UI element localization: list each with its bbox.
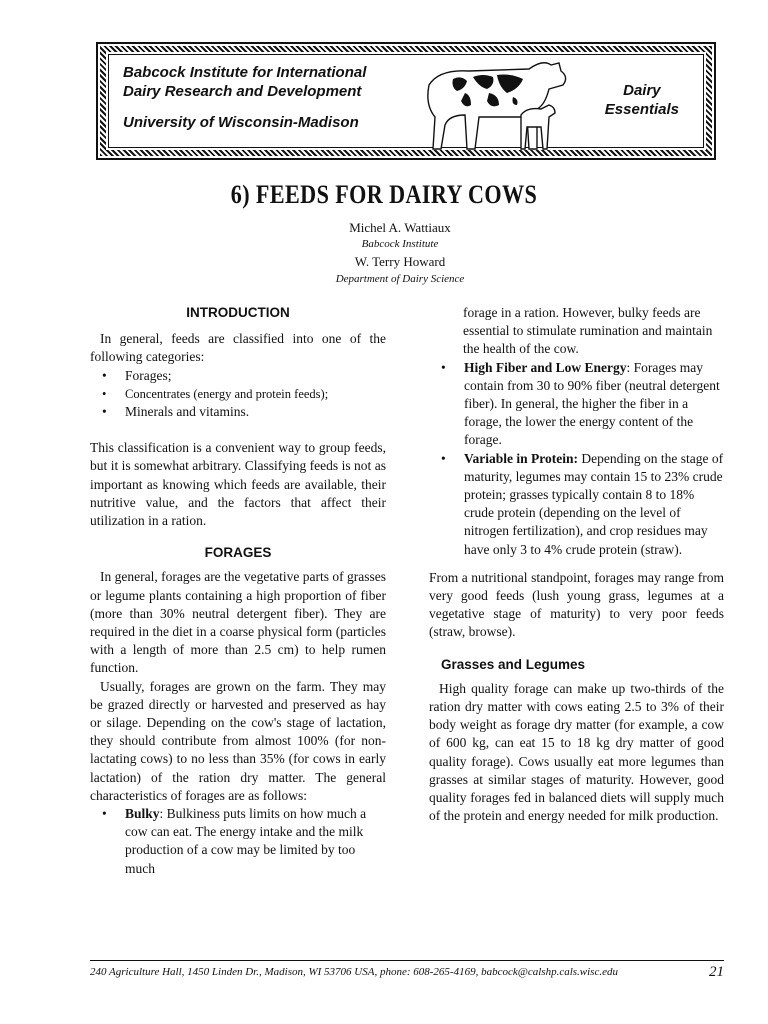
left-column xyxy=(90,304,386,878)
protein-text: Depending on the stage of maturity, legumes may contain 15 to 23% crude protein; grasses typically contain 8 to 18% crude protein (depending on the level of nitrogen fertilization), and crop residues may have only 3 to 4% crude protein (straw). xyxy=(464,450,724,557)
document-title: 6) FEEDS FOR DAIRY COWS xyxy=(230,180,538,209)
list-item-fiber xyxy=(429,359,724,450)
footer-address: 240 Agriculture Hall, 1450 Linden Dr., Madison, WI 53706 USA, phone: 608-265-4169, babcock@calshp.cals.wisc.edu xyxy=(90,966,618,978)
forages-paragraph-2: Usually, forages are grown on the farm. They may be grazed directly or harvested and preserved as hay or silage. Depending on the cow's stage of lactation, they should contribute from almost 100% (for non-lactating cows) to no less than 35% (for cows in early lactation) of the ration dry matter. The general characteristics of forages are as follows: xyxy=(90,678,386,803)
grasses-paragraph-1: High quality forage can make up two-thirds of the ration dry matter with cows eating 2.5 to 3% of their body weight as forage dry matter (for example, a cow of 600 kg, can eat 15 to 18 kg dry matter of good quality forage). Cows usually eat more legumes than grasses at similar stages of maturity. However, good quality forages fed in balanced diets will supply much of the protein and energy needed for milk production. xyxy=(429,680,724,824)
introduction-heading: INTRODUCTION xyxy=(186,305,290,320)
institute-name-line1: Babcock Institute for International xyxy=(123,64,367,81)
right-column xyxy=(429,304,724,825)
forage-characteristics-list-cont xyxy=(429,304,724,559)
author-name-1: Michel A. Wattiaux xyxy=(349,220,451,235)
forages-paragraph-1: In general, forages are the vegetative parts of grasses or legume plants containing a high proportion of fiber (more than 30% neutral detergent fiber). They are required in the diet in a coarse physical form (particles with a length of more than 2.5 cm) to help rumen function. xyxy=(90,569,386,676)
list-item-protein xyxy=(429,450,724,559)
bulky-label: Bulky xyxy=(125,806,160,822)
header-banner xyxy=(96,42,716,160)
footer-divider xyxy=(90,960,724,961)
grasses-legumes-heading: Grasses and Legumes xyxy=(441,656,586,672)
cows-world-map-logo xyxy=(409,55,579,151)
intro-paragraph-1: In general, feeds are classified into one of the following categories: xyxy=(90,331,386,365)
list-item: • Minerals and vitamins. xyxy=(90,403,386,421)
feed-categories-list xyxy=(90,367,386,422)
fiber-text: : Forages may contain from 30 to 90% fiber (neutral detergent fiber). In general, the higher the fiber in a forage, the lower the energy content of the forage. xyxy=(464,359,720,448)
author-affiliation-2: Department of Dairy Science xyxy=(335,273,465,285)
university-name: University of Wisconsin-Madison xyxy=(123,114,359,131)
page-number: 21 xyxy=(709,964,724,980)
intro-paragraph-2: This classification is a convenient way to group feeds, but it is somewhat arbitrary. Classifying feeds is not as important as knowing which feeds are available, their nutritive value, and the factors that affect their utilization in a ration. xyxy=(90,440,386,529)
author-name-2: W. Terry Howard xyxy=(354,254,446,269)
author-affiliation-1: Babcock Institute xyxy=(361,238,439,250)
bulky-text: : Bulkiness puts limits on how much a cow can eat. The energy intake and the milk production of a cow may be limited by too much xyxy=(125,806,367,876)
institute-name-line2: Dairy Research and Development xyxy=(123,83,362,100)
list-item: • Concentrates (energy and protein feeds); xyxy=(90,385,386,403)
series-label-line2: Essentials xyxy=(604,101,679,118)
bulky-continuation-text: forage in a ration. However, bulky feeds are essential to stimulate rumination and maintain the health of the cow. xyxy=(463,305,713,357)
forages-paragraph-3: From a nutritional standpoint, forages may range from very good feeds (lush young grass, legumes at a vegetative stage of maturity) to very poor feeds (straw, browse). xyxy=(429,569,724,640)
list-item-bulky xyxy=(90,805,386,878)
series-label xyxy=(605,81,679,119)
protein-label: Variable in Protein: xyxy=(464,450,578,466)
forage-characteristics-list xyxy=(90,805,386,878)
forages-heading: FORAGES xyxy=(204,545,272,561)
bulky-continuation xyxy=(429,304,724,359)
header-inner-frame xyxy=(108,54,704,148)
fiber-label: High Fiber and Low Energy xyxy=(464,359,627,375)
series-label-line1: Dairy xyxy=(623,82,661,99)
list-item: • Forages; xyxy=(90,367,386,385)
